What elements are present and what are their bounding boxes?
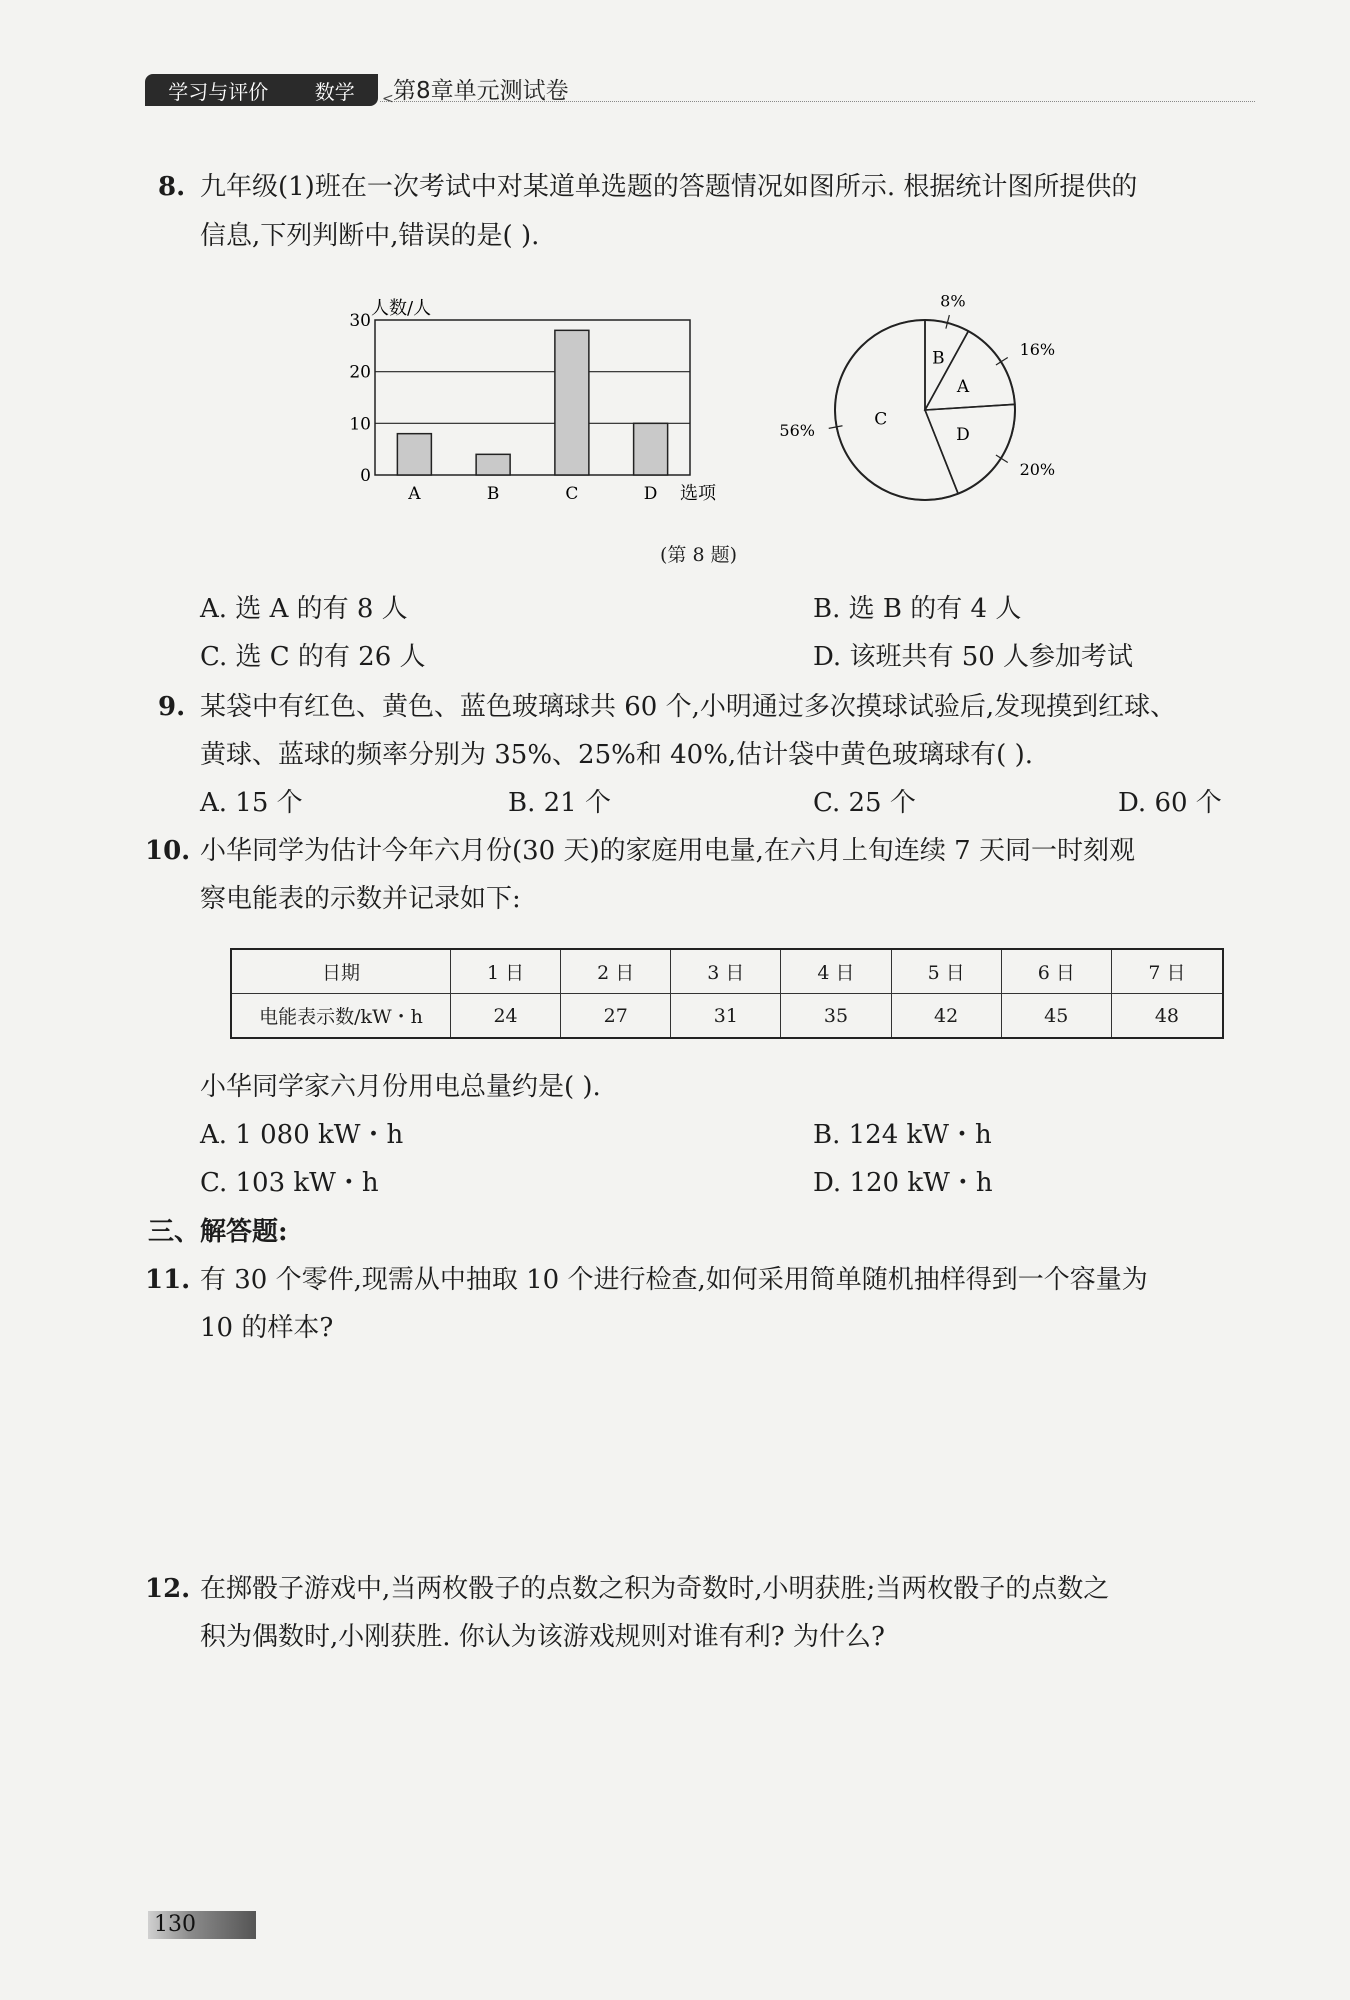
q11-text-line2: 10 的样本? bbox=[200, 1313, 334, 1343]
q9-option-a: A. 15 个 bbox=[200, 788, 303, 818]
meter-readings-table bbox=[230, 948, 1224, 1039]
x-tick-label: D bbox=[643, 484, 658, 504]
pie-percent-label: 56% bbox=[779, 420, 815, 440]
pie-chart bbox=[779, 290, 1070, 520]
table-row bbox=[231, 994, 1223, 1039]
y-tick-label: 20 bbox=[349, 362, 371, 383]
table-header-cell: 日期 bbox=[231, 949, 451, 994]
table-cell: 48 bbox=[1111, 994, 1223, 1039]
q10-option-d: D. 120 kW・h bbox=[813, 1168, 993, 1198]
y-tick-label: 10 bbox=[349, 414, 371, 435]
table-cell: 24 bbox=[451, 994, 561, 1039]
book-badge bbox=[145, 74, 378, 106]
table-cell: 42 bbox=[891, 994, 1001, 1039]
section-heading: 三、解答题: bbox=[148, 1217, 288, 1247]
q10-question: 小华同学家六月份用电总量约是( ). bbox=[200, 1072, 601, 1102]
q11-number: 11. bbox=[145, 1265, 191, 1295]
q8-option-c: C. 选 C 的有 26 人 bbox=[200, 642, 426, 672]
bar-a bbox=[397, 434, 431, 475]
table-header-cell: 5 日 bbox=[891, 949, 1001, 994]
x-tick-label: C bbox=[565, 484, 579, 504]
y-tick-label: 0 bbox=[360, 466, 371, 486]
pie-percent-label: 8% bbox=[940, 291, 966, 311]
q8-text-line2: 信息,下列判断中,错误的是( ). bbox=[200, 221, 540, 251]
pie-slice-label: D bbox=[956, 425, 970, 446]
table-cell: 45 bbox=[1001, 994, 1111, 1039]
table-header-row bbox=[231, 949, 1223, 994]
table-cell: 35 bbox=[781, 994, 891, 1039]
q8-figure-caption: (第 8 题) bbox=[660, 544, 737, 566]
page-number: 130 bbox=[148, 1911, 256, 1939]
y-tick-label: 30 bbox=[349, 311, 371, 331]
q8-option-d: D. 该班共有 50 人参加考试 bbox=[813, 642, 1134, 672]
table-header-cell: 3 日 bbox=[671, 949, 781, 994]
q12-text-line1: 在掷骰子游戏中,当两枚骰子的点数之积为奇数时,小明获胜;当两枚骰子的点数之 bbox=[200, 1574, 1110, 1604]
table-cell: 电能表示数/kW・h bbox=[231, 994, 451, 1039]
q10-option-b: B. 124 kW・h bbox=[813, 1120, 992, 1150]
q10-option-c: C. 103 kW・h bbox=[200, 1168, 379, 1198]
table-cell: 31 bbox=[671, 994, 781, 1039]
pie-slice-c bbox=[835, 320, 958, 500]
bar-b bbox=[476, 454, 510, 475]
q12-text-line2: 积为偶数时,小刚获胜. 你认为该游戏规则对谁有利? 为什么? bbox=[200, 1622, 885, 1652]
y-axis-label: 人数/人 bbox=[371, 298, 432, 319]
table-header-cell: 1 日 bbox=[451, 949, 561, 994]
q9-option-c: C. 25 个 bbox=[813, 788, 916, 818]
q10-text-line1: 小华同学为估计今年六月份(30 天)的家庭用电量,在六月上旬连续 7 天同一时刻观 bbox=[200, 836, 1135, 866]
q12-number: 12. bbox=[145, 1574, 191, 1604]
q8-number: 8. bbox=[158, 172, 186, 202]
q9-text-line2: 黄球、蓝球的频率分别为 35%、25%和 40%,估计袋中黄色玻璃球有( ). bbox=[200, 740, 1033, 770]
q10-text-line2: 察电能表的示数并记录如下: bbox=[200, 884, 521, 914]
header-rule bbox=[380, 101, 1255, 102]
bar-d bbox=[634, 423, 668, 475]
table-header-cell: 2 日 bbox=[561, 949, 671, 994]
table-header-cell: 4 日 bbox=[781, 949, 891, 994]
pie-slice-label: B bbox=[932, 348, 945, 369]
arrow-icon: < bbox=[382, 91, 394, 107]
pie-percent-label: 16% bbox=[1019, 339, 1056, 359]
q9-text-line1: 某袋中有红色、黄色、蓝色玻璃球共 60 个,小明通过多次摸球试验后,发现摸到红球、 bbox=[200, 692, 1177, 722]
q10-option-a: A. 1 080 kW・h bbox=[200, 1120, 404, 1150]
x-tick-label: A bbox=[408, 484, 421, 504]
bar-c bbox=[555, 330, 589, 475]
pie-slice-label: C bbox=[874, 409, 888, 430]
bar-chart bbox=[330, 290, 730, 520]
subject-title: 数学 bbox=[314, 79, 355, 104]
x-tick-label: B bbox=[486, 484, 500, 504]
pie-slice-a bbox=[925, 331, 1015, 410]
q10-number: 10. bbox=[145, 836, 191, 866]
table-header-cell: 7 日 bbox=[1111, 949, 1223, 994]
book-title: 学习与评价 bbox=[168, 79, 269, 104]
q9-option-d: D. 60 个 bbox=[1118, 788, 1222, 818]
pie-slice-label: A bbox=[956, 376, 970, 397]
pie-slice-d bbox=[925, 404, 1015, 493]
q11-text-line1: 有 30 个零件,现需从中抽取 10 个进行检查,如何采用简单随机抽样得到一个容量为 bbox=[200, 1265, 1148, 1295]
q9-number: 9. bbox=[158, 692, 186, 722]
q8-option-a: A. 选 A 的有 8 人 bbox=[200, 594, 408, 624]
pie-percent-label: 20% bbox=[1019, 460, 1056, 480]
q9-option-b: B. 21 个 bbox=[508, 788, 611, 818]
x-axis-label: 选项 bbox=[680, 483, 716, 504]
q8-text-line1: 九年级(1)班在一次考试中对某道单选题的答题情况如图所示. 根据统计图所提供的 bbox=[200, 172, 1138, 202]
table-cell: 27 bbox=[561, 994, 671, 1039]
table-header-cell: 6 日 bbox=[1001, 949, 1111, 994]
q8-option-b: B. 选 B 的有 4 人 bbox=[813, 594, 1022, 624]
chapter-title: 第8章单元测试卷 bbox=[393, 78, 569, 104]
